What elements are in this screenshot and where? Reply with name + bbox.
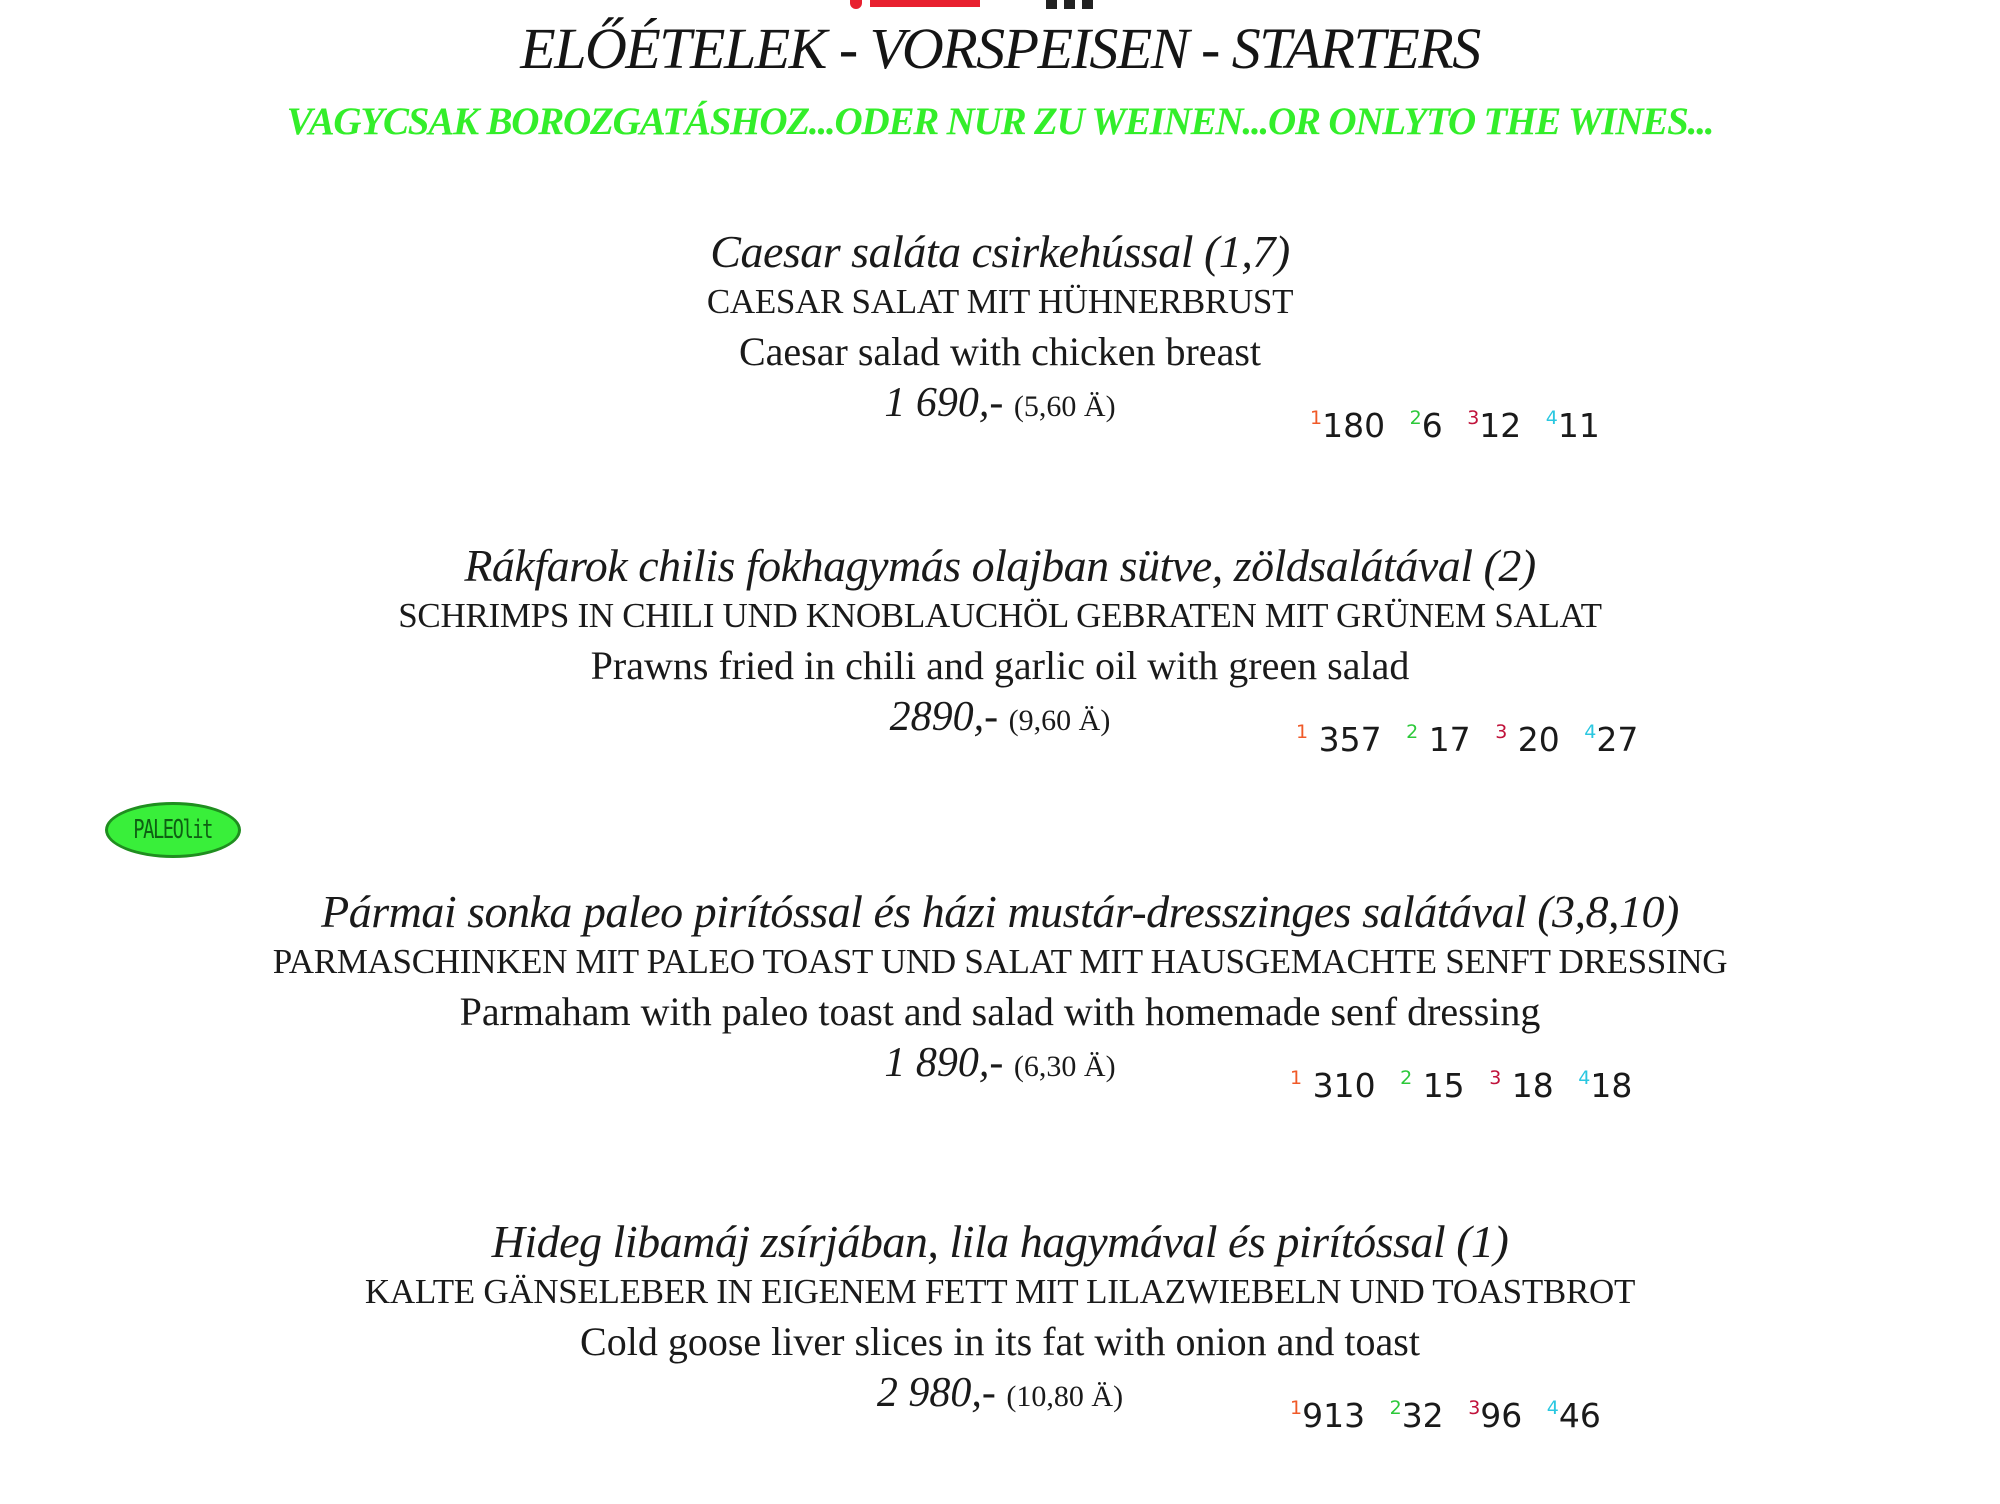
price-row <box>0 1038 2000 1105</box>
dish-item <box>0 886 2000 1105</box>
price-eur: (9,60 Ä) <box>1008 704 1111 737</box>
nutrition-values <box>1290 1066 1646 1105</box>
dish-name-en: Parmaham with paleo toast and salad with homemade senf dressing <box>459 989 1541 1034</box>
paleo-badge-label: PALEOlit <box>133 815 213 845</box>
dish-name-de: CAESAR SALAT MIT HÜHNERBRUST <box>706 282 1294 321</box>
dish-name-hu: Caesar saláta csirkehússal (1,7) <box>710 226 1290 277</box>
nutrition-value: $^3$96 <box>1468 1396 1523 1435</box>
price-row <box>0 378 2000 445</box>
price-huf: 1 890,- <box>884 1040 1004 1086</box>
dish-price <box>0 1038 2000 1092</box>
dish-price <box>0 692 2000 746</box>
nutrition-value: $^3$ 20 <box>1495 720 1560 759</box>
dish-name-de: PARMASCHINKEN MIT PALEO TOAST UND SALAT MIT HAUSGEMACHTE SENFT DRESSING <box>272 942 1728 981</box>
nutrition-values <box>1310 406 1614 445</box>
nutrition-value: $^3$12 <box>1467 406 1522 445</box>
dish-name-hu: Rákfarok chilis fokhagymás olajban sütve, zöldsalátával (2) <box>464 540 1536 591</box>
dish-name-en: Prawns fried in chili and garlic oil with green salad <box>590 643 1410 688</box>
nutrition-values <box>1290 1396 1615 1435</box>
dish-item <box>0 226 2000 445</box>
price-huf: 2890,- <box>889 694 999 740</box>
menu-heading: ELŐÉTELEK - VORSPEISEN - STARTERS <box>520 16 1480 81</box>
price-row <box>0 692 2000 759</box>
logo-dark-stub <box>1064 0 1075 9</box>
nutrition-value: $^1$ 357 <box>1296 720 1382 759</box>
nutrition-value: $^4$46 <box>1546 1396 1601 1435</box>
paleo-badge <box>105 802 241 858</box>
price-huf: 2 980,- <box>876 1370 996 1416</box>
dish-item <box>0 1216 2000 1435</box>
dish-name-en: Cold goose liver slices in its fat with onion and toast <box>580 1319 1420 1364</box>
logo-red-bar <box>870 0 980 7</box>
nutrition-value: $^4$27 <box>1584 720 1639 759</box>
nutrition-values <box>1296 720 1652 759</box>
dish-price <box>0 378 2000 432</box>
nutrition-value: $^4$11 <box>1545 406 1600 445</box>
dish-item <box>0 540 2000 759</box>
logo-dark-stub <box>1082 0 1093 9</box>
logo-dark-stub <box>1046 0 1057 9</box>
menu-subheading: VAGYCSAK BOROZGATÁSHOZ...ODER NUR ZU WEINEN...OR ONLYTO THE WINES... <box>286 100 1714 143</box>
nutrition-value: $^1$ 310 <box>1290 1066 1376 1105</box>
price-row <box>0 1368 2000 1435</box>
logo-red-dot <box>850 0 862 9</box>
dish-price <box>0 1368 2000 1422</box>
dish-name-hu: Hideg libamáj zsírjában, lila hagymával és pirítóssal (1) <box>491 1216 1509 1267</box>
price-eur: (6,30 Ä) <box>1013 1050 1116 1083</box>
nutrition-value: $^4$18 <box>1578 1066 1633 1105</box>
dish-name-hu: Pármai sonka paleo pirítóssal és házi mustár-dresszinges salátával (3,8,10) <box>321 886 1679 937</box>
nutrition-value: $^2$6 <box>1409 406 1443 445</box>
nutrition-value: $^1$913 <box>1290 1396 1366 1435</box>
nutrition-value: $^2$ 15 <box>1400 1066 1465 1105</box>
nutrition-value: $^2$ 17 <box>1406 720 1471 759</box>
nutrition-value: $^1$180 <box>1310 406 1386 445</box>
price-huf: 1 690,- <box>884 380 1004 426</box>
price-eur: (10,80 Ä) <box>1006 1380 1124 1413</box>
dish-name-de: KALTE GÄNSELEBER IN EIGENEM FETT MIT LILAZWIEBELN UND TOASTBROT <box>364 1272 1636 1311</box>
nutrition-value: $^2$32 <box>1389 1396 1444 1435</box>
price-eur: (5,60 Ä) <box>1013 390 1116 423</box>
dish-name-en: Caesar salad with chicken breast <box>738 329 1261 374</box>
nutrition-value: $^3$ 18 <box>1489 1066 1554 1105</box>
dish-name-de: SCHRIMPS IN CHILI UND KNOBLAUCHÖL GEBRATEN MIT GRÜNEM SALAT <box>398 596 1602 635</box>
cropped-logo-fragment <box>820 0 1120 12</box>
